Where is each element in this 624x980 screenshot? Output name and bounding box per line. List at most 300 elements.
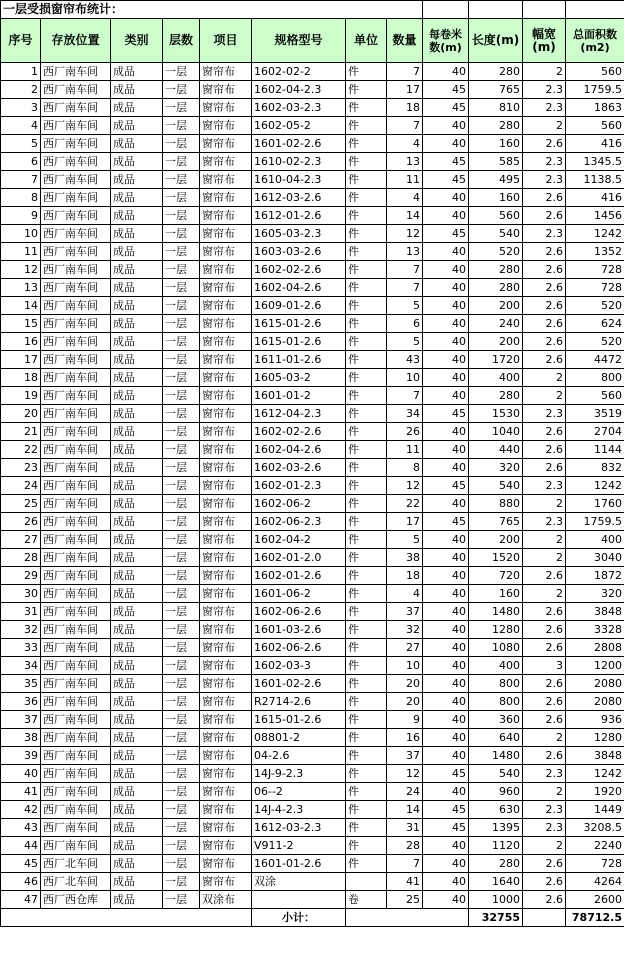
table-cell: 32 [1,621,41,639]
table-cell: 一层 [163,657,200,675]
table-cell: 1200 [566,657,624,675]
table-cell: 25 [1,495,41,513]
table-cell: 1352 [566,243,624,261]
table-cell: 2.6 [523,441,566,459]
table-cell: 1480 [469,747,523,765]
sheet-title: 一层受损窗帘布统计： [1,1,423,19]
table-cell: 件 [346,657,387,675]
table-cell: 880 [469,495,523,513]
table-cell: 2.6 [523,135,566,153]
table-cell: 西厂南车间 [41,333,111,351]
table-cell: 2 [523,729,566,747]
table-cell: 1602-03-2.3 [252,99,346,117]
table-cell: 2.6 [523,351,566,369]
table-cell: 成品 [111,495,163,513]
table-cell: 2.6 [523,855,566,873]
table-cell: 一层 [163,369,200,387]
table-cell: 40 [423,333,469,351]
table-cell: 窗帘布 [200,405,252,423]
table-cell: 520 [566,333,624,351]
table-cell: 40 [423,423,469,441]
table-cell: 37 [387,747,423,765]
table-cell: 西厂南车间 [41,153,111,171]
table-cell: 西厂南车间 [41,729,111,747]
table-row [1,441,624,459]
table-cell: 西厂南车间 [41,603,111,621]
table-cell: 成品 [111,477,163,495]
table-cell: 45 [423,99,469,117]
table-row [1,657,624,675]
table-row [1,549,624,567]
table-cell: 40 [423,279,469,297]
table-cell: 40 [423,189,469,207]
table-cell: 3848 [566,603,624,621]
table-cell: 1601-03-2.6 [252,621,346,639]
table-row [1,495,624,513]
table-cell: 西厂南车间 [41,351,111,369]
table-cell: 7 [387,63,423,81]
table-cell: 45 [423,153,469,171]
table-cell: 1605-03-2 [252,369,346,387]
table-cell: 1602-01-2.0 [252,549,346,567]
table-cell: 280 [469,387,523,405]
table-cell: 20 [387,693,423,711]
table-cell: 13 [1,279,41,297]
table-row [1,675,624,693]
header-cell: 存放位置 [41,19,111,63]
table-cell: 一层 [163,135,200,153]
table-cell: 成品 [111,99,163,117]
table-cell: 27 [387,639,423,657]
table-cell: 400 [469,369,523,387]
table-cell: 240 [469,315,523,333]
table-cell: 1640 [469,873,523,891]
table-cell: 1612-01-2.6 [252,207,346,225]
table-cell: 1242 [566,477,624,495]
table-cell: 40 [423,603,469,621]
table-cell: 2 [523,585,566,603]
table-row [1,855,624,873]
table-cell: 1720 [469,351,523,369]
table-cell: 1602-03-3 [252,657,346,675]
table-cell: 1242 [566,225,624,243]
table-cell: 728 [566,279,624,297]
table-cell: 窗帘布 [200,207,252,225]
table-cell: 11 [387,171,423,189]
table-row [1,621,624,639]
table-cell: 窗帘布 [200,783,252,801]
table-row [1,729,624,747]
table-cell: 2240 [566,837,624,855]
table-cell: 成品 [111,639,163,657]
table-cell: 3 [1,99,41,117]
table-cell: 280 [469,855,523,873]
table-cell: 西厂南车间 [41,531,111,549]
table-cell: 一层 [163,351,200,369]
table-cell: 280 [469,261,523,279]
table-cell: 45 [423,819,469,837]
table-row [1,837,624,855]
table-cell: 1602-04-2.6 [252,279,346,297]
table-cell: 件 [346,621,387,639]
table-cell: 14J-4-2.3 [252,801,346,819]
total-area: 78712.5 [566,909,624,927]
table-cell: 窗帘布 [200,387,252,405]
table-cell: 双涂布 [200,891,252,909]
table-cell: 2.6 [523,711,566,729]
table-cell: 45 [1,855,41,873]
table-cell: 14 [387,801,423,819]
table-cell: 2.6 [523,891,566,909]
table-cell: 成品 [111,369,163,387]
total-label: 小计： [252,909,346,927]
table-cell: 一层 [163,225,200,243]
table-row [1,261,624,279]
table-cell: 4 [387,189,423,207]
table-cell: 40 [423,693,469,711]
table-cell: 一层 [163,639,200,657]
table-cell: 1449 [566,801,624,819]
table-cell: 520 [469,243,523,261]
table-cell: 西厂南车间 [41,837,111,855]
table-cell: 560 [469,207,523,225]
table-cell: 窗帘布 [200,513,252,531]
table-cell: 成品 [111,765,163,783]
table-cell: 7 [1,171,41,189]
table-row [1,783,624,801]
table-cell: 7 [387,387,423,405]
table-cell: 窗帘布 [200,549,252,567]
table-row [1,459,624,477]
table-cell: 9 [1,207,41,225]
table-cell: 件 [346,693,387,711]
table-cell: V911-2 [252,837,346,855]
table-row [1,207,624,225]
table-cell: 25 [387,891,423,909]
table-cell: 成品 [111,387,163,405]
table-cell: 24 [1,477,41,495]
table-cell: 成品 [111,225,163,243]
table-cell: 西厂北车间 [41,855,111,873]
table-cell: 2.6 [523,675,566,693]
table-cell: 40 [423,459,469,477]
table-cell: 06--2 [252,783,346,801]
table-cell: 件 [346,819,387,837]
table-cell: 2 [523,387,566,405]
table-cell: 8 [1,189,41,207]
table-cell: 窗帘布 [200,675,252,693]
table-row [1,63,624,81]
table-cell: 720 [469,567,523,585]
table-cell: 810 [469,99,523,117]
table-cell: 936 [566,711,624,729]
table-cell: 27 [1,531,41,549]
table-cell: 西厂南车间 [41,711,111,729]
table-cell: 540 [469,765,523,783]
table-cell: 成品 [111,873,163,891]
table-cell: 窗帘布 [200,621,252,639]
table-row [1,153,624,171]
table-cell: 40 [423,891,469,909]
table-cell: 4472 [566,351,624,369]
table-cell: 560 [566,63,624,81]
table-cell: 08801-2 [252,729,346,747]
table-cell: 2.6 [523,423,566,441]
table-cell: 2.3 [523,99,566,117]
table-cell: 2 [523,117,566,135]
table-cell: 窗帘布 [200,189,252,207]
table-row [1,351,624,369]
table-cell: 件 [346,99,387,117]
table-cell: 2.3 [523,819,566,837]
table-cell: 成品 [111,279,163,297]
table-cell: 37 [1,711,41,729]
table-cell: 1602-01-2.3 [252,477,346,495]
table-cell: 西厂南车间 [41,279,111,297]
table-cell: 2 [523,369,566,387]
table-cell: 一层 [163,747,200,765]
table-cell: 39 [1,747,41,765]
table-cell: 成品 [111,891,163,909]
table-cell: 440 [469,441,523,459]
table-cell: 2.6 [523,621,566,639]
table-cell: 34 [387,405,423,423]
table-row [1,603,624,621]
table-cell: 280 [469,117,523,135]
table-cell: 31 [1,603,41,621]
table-cell: 1609-01-2.6 [252,297,346,315]
table-cell: 42 [1,801,41,819]
table-cell: 5 [387,531,423,549]
table-cell: 西厂南车间 [41,459,111,477]
table-cell: 2.3 [523,405,566,423]
table-cell: 29 [1,567,41,585]
table-cell: 47 [1,891,41,909]
table-cell: 13 [387,153,423,171]
table-cell: 24 [387,783,423,801]
table-cell: 成品 [111,837,163,855]
table-cell: 窗帘布 [200,225,252,243]
table-cell: 西厂南车间 [41,549,111,567]
table-cell: 件 [346,765,387,783]
table-cell: 20 [1,405,41,423]
table-cell: 件 [346,837,387,855]
table-cell: 12 [387,477,423,495]
table-cell: 5 [1,135,41,153]
table-cell: 1760 [566,495,624,513]
table-cell: 2.3 [523,513,566,531]
table-cell: 1601-06-2 [252,585,346,603]
table-cell: 一层 [163,477,200,495]
table-cell: 西厂南车间 [41,369,111,387]
table-cell: 窗帘布 [200,693,252,711]
table-cell: 1602-01-2.6 [252,567,346,585]
table-cell: 1610-02-2.3 [252,153,346,171]
table-cell: 560 [566,117,624,135]
table-cell: 160 [469,135,523,153]
table-cell: 西厂南车间 [41,747,111,765]
table-cell: 一层 [163,837,200,855]
table-cell: 西厂南车间 [41,585,111,603]
table-cell: 800 [469,693,523,711]
table-cell: 窗帘布 [200,63,252,81]
table-cell: 件 [346,153,387,171]
table-cell: 320 [566,585,624,603]
table-cell: 成品 [111,189,163,207]
table-cell: 1872 [566,567,624,585]
table-cell: 40 [423,207,469,225]
table-cell: 成品 [111,117,163,135]
table-cell: 10 [387,657,423,675]
table-cell: 1602-04-2.6 [252,441,346,459]
table-cell: 4264 [566,873,624,891]
header-cell: 项目 [200,19,252,63]
table-cell: 41 [1,783,41,801]
table-cell: 41 [387,873,423,891]
table-cell: 件 [346,189,387,207]
table-cell: 1602-05-2 [252,117,346,135]
table-cell: 件 [346,171,387,189]
table-cell: 26 [387,423,423,441]
table-cell: 3208.5 [566,819,624,837]
table-cell: 2 [523,63,566,81]
table-cell: 2808 [566,639,624,657]
table-cell: 40 [423,855,469,873]
table-cell: 西厂南车间 [41,99,111,117]
table-cell: 1605-03-2.3 [252,225,346,243]
table-cell: 624 [566,315,624,333]
table-cell: 18 [387,567,423,585]
table-cell: 18 [1,369,41,387]
table-cell: 一层 [163,117,200,135]
table-cell: 一层 [163,621,200,639]
table-cell: 40 [423,297,469,315]
table-cell: 西厂南车间 [41,405,111,423]
table-cell: 1759.5 [566,81,624,99]
table-cell: 22 [387,495,423,513]
table-cell: 20 [387,675,423,693]
table-cell: 件 [346,423,387,441]
table-cell: 2080 [566,675,624,693]
table-cell: 窗帘布 [200,657,252,675]
table-row [1,585,624,603]
table-cell: 成品 [111,783,163,801]
table-cell: 一层 [163,711,200,729]
table-cell: 1920 [566,783,624,801]
table-cell: 一层 [163,495,200,513]
table-cell: 件 [346,531,387,549]
table-cell: 成品 [111,675,163,693]
table-cell: 2.3 [523,171,566,189]
table-cell: 一层 [163,729,200,747]
table-cell: 1615-01-2.6 [252,711,346,729]
table-cell: 40 [423,261,469,279]
table-cell: 40 [423,747,469,765]
table-cell: 04-2.6 [252,747,346,765]
table-cell: 585 [469,153,523,171]
table-cell: 40 [423,675,469,693]
table-row [1,711,624,729]
table-cell: 35 [1,675,41,693]
blank-cell [1,909,252,927]
table-cell: 西厂南车间 [41,423,111,441]
table-cell: 40 [423,369,469,387]
table-cell: 一层 [163,243,200,261]
table-cell: 成品 [111,423,163,441]
table-cell: 窗帘布 [200,567,252,585]
table-cell: 560 [566,387,624,405]
table-cell: 17 [1,351,41,369]
table-cell: 17 [387,81,423,99]
header-cell: 幅宽(m) [523,19,566,63]
table-cell: 2.6 [523,567,566,585]
table-cell: 400 [566,531,624,549]
table-row [1,333,624,351]
table-cell: 件 [346,369,387,387]
table-cell: 窗帘布 [200,153,252,171]
table-cell: 33 [1,639,41,657]
table-cell: 西厂南车间 [41,657,111,675]
table-cell: 一层 [163,153,200,171]
table-cell: 14J-9-2.3 [252,765,346,783]
table-cell: 西厂南车间 [41,819,111,837]
table-cell: 37 [387,603,423,621]
table-cell: 一层 [163,783,200,801]
table-cell [252,891,346,909]
table-cell: 西厂南车间 [41,207,111,225]
table-cell: 一层 [163,891,200,909]
table-row [1,225,624,243]
table-cell: 1120 [469,837,523,855]
table-cell: 西厂南车间 [41,801,111,819]
table-cell: 1 [1,63,41,81]
table-cell: 45 [423,477,469,495]
table-cell: 1602-06-2 [252,495,346,513]
table-cell: 1602-03-2.6 [252,459,346,477]
table-cell: 一层 [163,513,200,531]
table-cell: 11 [387,441,423,459]
table-cell: 4 [387,135,423,153]
table-cell: 280 [469,63,523,81]
table-cell: 2.3 [523,225,566,243]
table-cell: 1615-01-2.6 [252,315,346,333]
table-cell: 一层 [163,279,200,297]
table-cell: 件 [346,225,387,243]
table-cell: 40 [423,837,469,855]
table-cell: 1612-03-2.6 [252,189,346,207]
table-cell: 30 [1,585,41,603]
table-cell: 1612-04-2.3 [252,405,346,423]
header-cell: 长度(m) [469,19,523,63]
blank-cell [566,1,624,19]
table-cell: 窗帘布 [200,801,252,819]
table-cell: 成品 [111,63,163,81]
table-cell: 双涂 [252,873,346,891]
table-cell: 12 [387,225,423,243]
table-row [1,765,624,783]
table-cell: 540 [469,477,523,495]
table-cell: 416 [566,135,624,153]
table-cell: 40 [1,765,41,783]
table-cell: 西厂南车间 [41,477,111,495]
table-cell: 40 [423,657,469,675]
table-cell: 10 [387,369,423,387]
table-row [1,243,624,261]
table-row [1,873,624,891]
table-cell: 件 [346,711,387,729]
table-cell: 成品 [111,729,163,747]
table-cell: 416 [566,189,624,207]
